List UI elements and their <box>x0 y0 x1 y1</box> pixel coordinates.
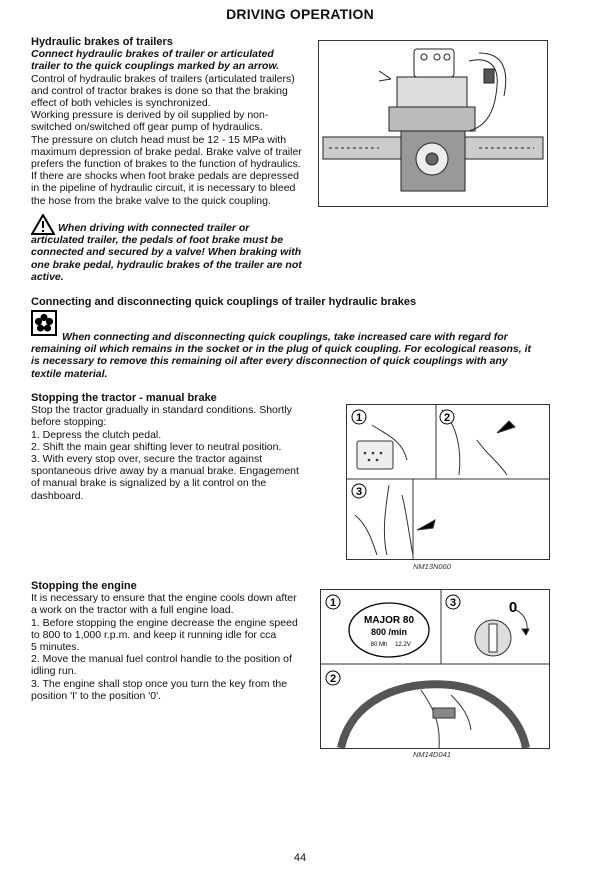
body-line: switched on/switched off gear pump of hydraulics. <box>31 121 263 134</box>
page-title: DRIVING OPERATION <box>226 6 374 22</box>
gauge-speed: 800 /min <box>370 627 408 637</box>
section-hydraulic-brakes <box>31 36 302 207</box>
figure-caption: NM13N060 <box>413 562 451 571</box>
body-line: Control of hydraulic brakes of trailers (articulated trailers) <box>31 72 295 85</box>
body-line: 5 minutes. <box>31 641 80 654</box>
warning-line: connected and secured by a valve! When braking with <box>31 246 302 259</box>
body-line: Stop the tractor gradually in standard conditions. Shortly <box>31 404 292 417</box>
lead-line: trailer to the quick couplings marked by an arrow. <box>31 60 280 73</box>
warning-line: articulated trailer, the pedals of foot brake must be <box>31 234 284 247</box>
section-heading: Stopping the engine <box>31 580 137 592</box>
figure-caption: NM14D041 <box>413 750 451 759</box>
body-line: a work on the tractor with a full engine load. <box>31 604 234 617</box>
callout-1: 1 <box>329 597 337 609</box>
gauge-model: MAJOR 80 <box>363 615 415 626</box>
body-line: maximum depression of brake pedal. Brake valve of trailer <box>31 145 302 158</box>
body-line: the hose from the brake valve to the quick coupling. <box>31 194 271 207</box>
section-heading: Hydraulic brakes of trailers <box>31 36 173 48</box>
gauge-voltage: 12.2V <box>395 642 411 648</box>
body-line: effect of both vehicles is synchronized. <box>31 97 211 110</box>
warning-text <box>31 222 302 283</box>
body-line: prefers the function of brakes to the function of hydraulics. <box>31 158 301 171</box>
body-line: 2. Move the manual fuel control handle to the position of <box>31 653 292 666</box>
body-line: It is necessary to ensure that the engine cools down after <box>31 592 297 605</box>
body-line: dashboard. <box>31 489 84 502</box>
lead-line: Connect hydraulic brakes of trailer or articulated <box>31 48 274 61</box>
warning-line: When driving with connected trailer or <box>58 222 250 234</box>
body-line: and control of tractor brakes is done so that the braking <box>31 84 288 97</box>
page-number: 44 <box>293 852 307 864</box>
engine-stop-figure <box>320 589 550 749</box>
body-line: If there are shocks when foot brake pedals are depressed <box>31 170 299 183</box>
body-line: The pressure on clutch head must be 12 - 15 MPa with <box>31 133 287 146</box>
body-line: 1. Before stopping the engine decrease the engine speed <box>31 616 298 629</box>
note-line: is necessary to remove this remaining oil after every disconnection of quick couplings with any <box>31 355 508 368</box>
callout-1: 1 <box>355 412 363 424</box>
body-line: 3. The engine shall stop once you turn the key from the <box>31 677 288 690</box>
manual-brake-figure <box>346 404 550 560</box>
body-line: 1. Depress the clutch pedal. <box>31 428 162 441</box>
hydraulic-figure <box>318 40 548 207</box>
callout-2: 2 <box>443 412 451 424</box>
note-line: When connecting and disconnecting quick couplings, take increased care with regard for <box>62 331 508 343</box>
body-line: position 'I' to the position '0'. <box>31 689 162 702</box>
body-line: to 800 to 1,000 r.p.m. and keep it running idle for cca <box>31 628 277 641</box>
body-line: idling run. <box>31 665 77 678</box>
body-line: Working pressure is derived by oil supplied by non- <box>31 109 269 122</box>
key-position-label: 0 <box>508 599 518 616</box>
note-line: remaining oil which remains in the socket or in the plug of quick coupling. For ecological reasons, it <box>31 343 531 356</box>
body-line: 2. Shift the main gear shifting lever to neutral position. <box>31 440 282 453</box>
note-line: textile material. <box>31 367 108 380</box>
section-heading: Connecting and disconnecting quick couplings of trailer hydraulic brakes <box>31 296 417 308</box>
gauge-hours: 80 Mh <box>370 642 388 648</box>
section-stopping-tractor <box>31 392 299 502</box>
section-stopping-engine <box>31 580 298 702</box>
callout-3: 3 <box>355 486 363 498</box>
note-text <box>31 331 531 380</box>
body-line: 3. With every stop over, secure the tractor against <box>31 453 263 466</box>
warning-line: one brake pedal, hydraulic brakes of the trailer are not <box>31 258 302 271</box>
section-heading: Stopping the tractor - manual brake <box>31 392 217 404</box>
body-line: in the pipeline of hydraulic circuit, it is necessary to bleed <box>31 182 296 195</box>
body-line: before stopping: <box>31 416 107 429</box>
body-line: of manual brake is signalized by a lit control on the <box>31 477 267 490</box>
warning-line: active. <box>31 270 64 283</box>
callout-3: 3 <box>449 597 457 609</box>
callout-2: 2 <box>329 673 337 685</box>
body-line: spontaneous drive away by a manual brake. Engagement <box>31 465 299 478</box>
